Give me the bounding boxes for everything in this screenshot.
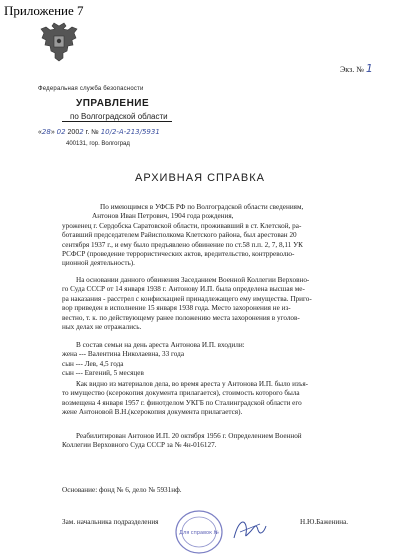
text-line: го Суда СССР от 14 января 1938 г. Антонову И.П. была определена высшая ме-	[62, 285, 305, 294]
text-line: В состав семьи на день ареста Антонова И.П. входили:	[76, 341, 245, 349]
document-number: 10/2-А-213/5931	[100, 128, 160, 136]
copy-number-value: 1	[365, 62, 373, 75]
paragraph-2	[62, 276, 370, 332]
paragraph-3	[62, 341, 370, 379]
text-line: ра наказания - расстрел с конфискацией принадлежащего ему имущества. Приго-	[62, 294, 312, 303]
agency-name: Федеральная служба безопасности	[38, 86, 144, 92]
text-line: уроженец г. Сердобска Саратовской области, проживавший в ст. Клетской, ра-	[62, 221, 302, 230]
date-year-suffix: 2	[79, 128, 84, 136]
copy-number	[340, 62, 373, 75]
text-line: Реабилитирован Антонов И.П. 20 октября 1956 г. Определением Военной	[76, 432, 302, 440]
text-line: Антонов Иван Петрович, 1904 года рождения,	[92, 212, 234, 221]
text-line: то имущество (ксерокопия документа прилагается), стоимость которого была	[62, 389, 300, 398]
text-line: ных делах не отражались.	[62, 323, 142, 332]
paragraph-1	[62, 203, 370, 269]
date-number-line	[38, 128, 160, 136]
date-month: 02	[56, 128, 66, 136]
text-line: ботавший председателем Райисполкома Клетского района, был арестован 20	[62, 231, 297, 240]
text-line: По имеющимся в УФСБ РФ по Волгоградской области сведениям,	[100, 203, 304, 211]
text-line: возмещена 4 января 1957 г. финотделом УКГБ по Сталинградской области его	[62, 398, 302, 407]
text-line: На основании данного обвинения Заседанием Военной Коллегии Верховно-	[76, 276, 310, 284]
coat-of-arms-emblem	[38, 20, 80, 64]
text-line: сын --- Лев, 4,5 года	[62, 359, 124, 368]
paragraph-4	[62, 380, 370, 418]
text-line: Коллегии Верховного Суда СССР за № 4н-016127.	[62, 441, 217, 450]
text-line: ционной деятельность).	[62, 259, 135, 268]
text-line: сын --- Евгений, 5 месяцев	[62, 369, 144, 378]
document-title: АРХИВНАЯ СПРАВКА	[135, 172, 265, 184]
date-number-label: г. №	[83, 129, 101, 136]
date-day: 28	[41, 128, 51, 136]
department-region: по Волгоградской области	[70, 112, 168, 121]
basis-line	[62, 486, 370, 495]
text-line: вестно, т. к. по действующему ранее положению места захоронения в уголов-	[62, 313, 300, 322]
date-close-quote: »	[50, 129, 57, 136]
address: 400131, гор. Волгоград	[66, 141, 130, 147]
text-line: РСФСР (проведение террористических актов, вредительство, контрреволю-	[62, 250, 295, 259]
stamp-text: Для справок №	[179, 530, 219, 536]
region-underline	[62, 121, 172, 122]
signer-name: Н.Ю.Баженина.	[300, 518, 349, 526]
handwritten-signature	[230, 512, 270, 546]
text-line: жена --- Валентина Николаевна, 33 года	[62, 350, 185, 359]
official-stamp	[173, 509, 225, 555]
department-title: УПРАВЛЕНИЕ	[76, 98, 150, 109]
text-line: Как видно из материалов дела, во время ареста у Антонова И.П. было изъя-	[76, 380, 309, 388]
deputy-label: Зам. начальника подразделения	[62, 518, 159, 526]
paragraph-5	[62, 432, 370, 451]
copy-label: Экз. №	[340, 65, 364, 74]
basis-text: Основание: фонд № 6, дело № 5931нф.	[62, 486, 182, 494]
text-line: жене Антоновой В.Н.(ксерокопия документа прилагается).	[62, 408, 243, 417]
date-open-quote: «	[38, 129, 42, 136]
date-year-prefix: 200	[65, 129, 80, 136]
annex-label: Приложение 7	[4, 3, 84, 18]
text-line: сентября 1937 г., и ему было предъявлено обвинение по ст.58 п.п. 2, 7, 8,11 УК	[62, 240, 303, 249]
text-line: вор приведен в исполнение 15 января 1938 года. Место захоронения не из-	[62, 304, 291, 313]
